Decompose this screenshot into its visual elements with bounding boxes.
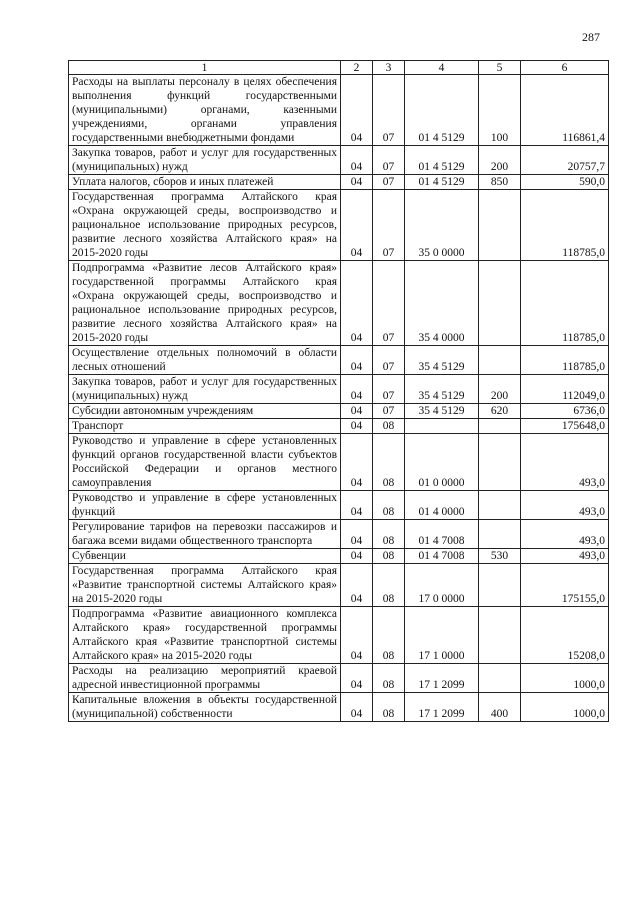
table-row xyxy=(69,564,609,607)
row-pr-cell: 08 xyxy=(373,520,405,549)
row-name-cell: Осуществление отдельных полномочий в области лесных отношений xyxy=(69,346,341,375)
row-name-cell: Расходы на реализацию мероприятий краевой адресной инвестиционной программы xyxy=(69,664,341,693)
table-row xyxy=(69,520,609,549)
row-csr-cell: 35 4 5129 xyxy=(405,346,479,375)
header-cell: 1 xyxy=(69,61,341,75)
row-csr-cell: 01 0 0000 xyxy=(405,434,479,491)
row-name-cell: Государственная программа Алтайского края «Развитие транспортной системы Алтайского края» на 2015-2020 годы xyxy=(69,564,341,607)
row-name-cell: Подпрограмма «Развитие авиационного комплекса Алтайского края» государственной программы Алтайского края «Развитие транспортной системы Алтайского края» на 2015-2020 годы xyxy=(69,607,341,664)
row-name-cell: Государственная программа Алтайского края «Охрана окружающей среды, воспроизводство и рациональное использование природных ресурсов, развитие лесного хозяйства Алтайского края» на 2015-2020 годы xyxy=(69,190,341,261)
row-vr-cell: 100 xyxy=(479,75,521,146)
row-vr-cell xyxy=(479,664,521,693)
row-sum-cell: 118785,0 xyxy=(521,190,609,261)
row-csr-cell: 35 4 5129 xyxy=(405,404,479,419)
row-csr-cell: 17 0 0000 xyxy=(405,564,479,607)
row-name-cell: Субсидии автономным учреждениям xyxy=(69,404,341,419)
row-name-cell: Субвенции xyxy=(69,549,341,564)
row-csr-cell: 35 4 0000 xyxy=(405,261,479,346)
row-pr-cell: 07 xyxy=(373,175,405,190)
table-row xyxy=(69,190,609,261)
row-csr-cell: 01 4 0000 xyxy=(405,491,479,520)
row-vr-cell: 400 xyxy=(479,693,521,722)
row-sum-cell: 118785,0 xyxy=(521,346,609,375)
row-pr-cell: 08 xyxy=(373,491,405,520)
table-row xyxy=(69,434,609,491)
row-rz-cell: 04 xyxy=(341,190,373,261)
table-row xyxy=(69,404,609,419)
row-pr-cell: 07 xyxy=(373,146,405,175)
row-vr-cell: 200 xyxy=(479,375,521,404)
table-row xyxy=(69,75,609,146)
table-row xyxy=(69,607,609,664)
row-vr-cell xyxy=(479,346,521,375)
row-pr-cell: 07 xyxy=(373,75,405,146)
row-csr-cell: 35 0 0000 xyxy=(405,190,479,261)
table-row xyxy=(69,693,609,722)
row-sum-cell: 20757,7 xyxy=(521,146,609,175)
table-row xyxy=(69,664,609,693)
row-vr-cell xyxy=(479,491,521,520)
row-sum-cell: 493,0 xyxy=(521,434,609,491)
row-csr-cell: 01 4 7008 xyxy=(405,520,479,549)
header-cell: 3 xyxy=(373,61,405,75)
row-name-cell: Регулирование тарифов на перевозки пассажиров и багажа всеми видами общественного транспорта xyxy=(69,520,341,549)
row-pr-cell: 07 xyxy=(373,404,405,419)
row-csr-cell xyxy=(405,419,479,434)
row-name-cell: Транспорт xyxy=(69,419,341,434)
row-sum-cell: 118785,0 xyxy=(521,261,609,346)
row-name-cell: Закупка товаров, работ и услуг для государственных (муниципальных) нужд xyxy=(69,146,341,175)
row-pr-cell: 08 xyxy=(373,607,405,664)
row-sum-cell: 116861,4 xyxy=(521,75,609,146)
row-sum-cell: 112049,0 xyxy=(521,375,609,404)
row-pr-cell: 07 xyxy=(373,346,405,375)
row-csr-cell: 17 1 0000 xyxy=(405,607,479,664)
table-body xyxy=(69,75,609,722)
row-vr-cell xyxy=(479,564,521,607)
row-vr-cell xyxy=(479,261,521,346)
row-rz-cell: 04 xyxy=(341,607,373,664)
row-vr-cell xyxy=(479,607,521,664)
row-sum-cell: 1000,0 xyxy=(521,664,609,693)
table-row xyxy=(69,375,609,404)
table-row xyxy=(69,419,609,434)
row-name-cell: Уплата налогов, сборов и иных платежей xyxy=(69,175,341,190)
row-name-cell: Руководство и управление в сфере установленных функций xyxy=(69,491,341,520)
row-csr-cell: 01 4 5129 xyxy=(405,146,479,175)
row-pr-cell: 08 xyxy=(373,664,405,693)
row-pr-cell: 08 xyxy=(373,549,405,564)
row-vr-cell: 200 xyxy=(479,146,521,175)
row-rz-cell: 04 xyxy=(341,375,373,404)
row-rz-cell: 04 xyxy=(341,419,373,434)
row-csr-cell: 01 4 7008 xyxy=(405,549,479,564)
row-rz-cell: 04 xyxy=(341,261,373,346)
row-rz-cell: 04 xyxy=(341,75,373,146)
header-cell: 5 xyxy=(479,61,521,75)
row-name-cell: Руководство и управление в сфере установленных функций органов государственной власти субъектов Российской Федерации и органов местного самоуправления xyxy=(69,434,341,491)
row-vr-cell xyxy=(479,520,521,549)
header-cell: 2 xyxy=(341,61,373,75)
table-row xyxy=(69,261,609,346)
row-sum-cell: 590,0 xyxy=(521,175,609,190)
row-sum-cell: 175648,0 xyxy=(521,419,609,434)
row-rz-cell: 04 xyxy=(341,549,373,564)
row-rz-cell: 04 xyxy=(341,491,373,520)
row-sum-cell: 15208,0 xyxy=(521,607,609,664)
row-vr-cell xyxy=(479,434,521,491)
row-sum-cell: 6736,0 xyxy=(521,404,609,419)
row-pr-cell: 07 xyxy=(373,261,405,346)
header-cell: 4 xyxy=(405,61,479,75)
page-number: 287 xyxy=(582,30,600,44)
row-rz-cell: 04 xyxy=(341,346,373,375)
table-row xyxy=(69,491,609,520)
row-pr-cell: 07 xyxy=(373,375,405,404)
row-pr-cell: 08 xyxy=(373,693,405,722)
row-sum-cell: 493,0 xyxy=(521,520,609,549)
row-rz-cell: 04 xyxy=(341,664,373,693)
row-name-cell: Капитальные вложения в объекты государственной (муниципальной) собственности xyxy=(69,693,341,722)
row-sum-cell: 493,0 xyxy=(521,491,609,520)
row-rz-cell: 04 xyxy=(341,693,373,722)
table-row xyxy=(69,549,609,564)
row-pr-cell: 08 xyxy=(373,419,405,434)
row-rz-cell: 04 xyxy=(341,434,373,491)
row-name-cell: Закупка товаров, работ и услуг для государственных (муниципальных) нужд xyxy=(69,375,341,404)
row-rz-cell: 04 xyxy=(341,146,373,175)
row-rz-cell: 04 xyxy=(341,564,373,607)
table-row xyxy=(69,175,609,190)
row-csr-cell: 01 4 5129 xyxy=(405,75,479,146)
row-csr-cell: 35 4 5129 xyxy=(405,375,479,404)
row-sum-cell: 175155,0 xyxy=(521,564,609,607)
row-vr-cell xyxy=(479,419,521,434)
budget-table xyxy=(68,60,609,722)
header-cell: 6 xyxy=(521,61,609,75)
row-rz-cell: 04 xyxy=(341,404,373,419)
row-rz-cell: 04 xyxy=(341,175,373,190)
row-rz-cell: 04 xyxy=(341,520,373,549)
row-vr-cell xyxy=(479,190,521,261)
row-pr-cell: 08 xyxy=(373,564,405,607)
table-row xyxy=(69,346,609,375)
table-row xyxy=(69,146,609,175)
row-csr-cell: 01 4 5129 xyxy=(405,175,479,190)
row-vr-cell: 850 xyxy=(479,175,521,190)
row-pr-cell: 08 xyxy=(373,434,405,491)
row-name-cell: Расходы на выплаты персоналу в целях обеспечения выполнения функций государственными (муниципальными) органами, казенными учреждениями, органами управления государственными внебюджетными фондами xyxy=(69,75,341,146)
row-sum-cell: 493,0 xyxy=(521,549,609,564)
row-vr-cell: 530 xyxy=(479,549,521,564)
header-row xyxy=(69,61,609,75)
row-vr-cell: 620 xyxy=(479,404,521,419)
row-sum-cell: 1000,0 xyxy=(521,693,609,722)
row-csr-cell: 17 1 2099 xyxy=(405,693,479,722)
row-csr-cell: 17 1 2099 xyxy=(405,664,479,693)
row-pr-cell: 07 xyxy=(373,190,405,261)
row-name-cell: Подпрограмма «Развитие лесов Алтайского края» государственной программы Алтайского края «Охрана окружающей среды, воспроизводство и рациональное использование природных ресурсов, развитие лесного хозяйства Алтайского края» на 2015-2020 годы xyxy=(69,261,341,346)
